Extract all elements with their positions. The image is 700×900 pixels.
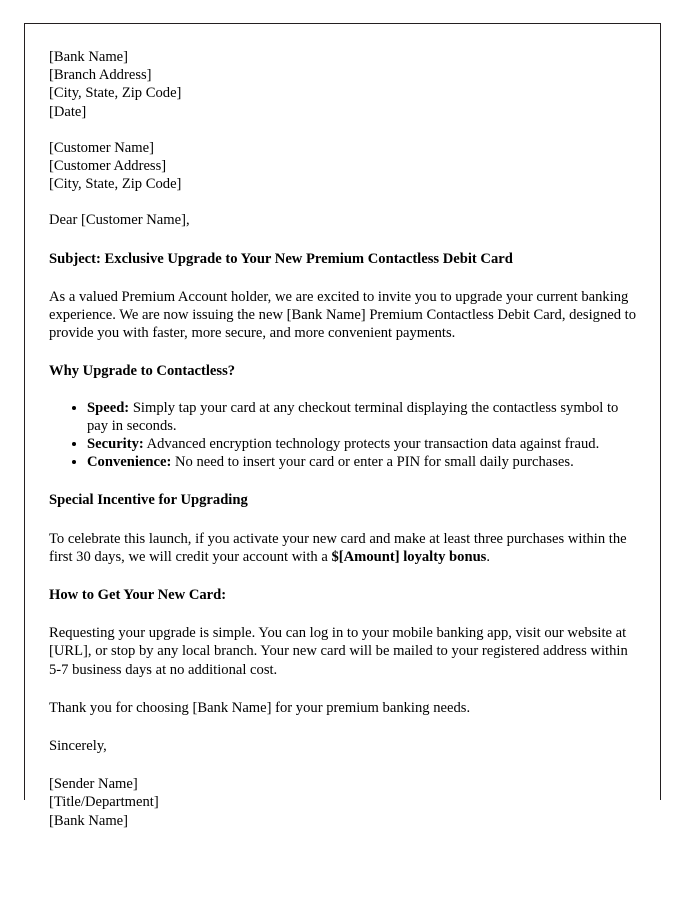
incentive-text-before: To celebrate this launch, if you activate your new card and make at least three purchases within the first 30 days, we will credit your account with a: [49, 530, 627, 565]
sender-address-line: [City, State, Zip Code]: [49, 85, 182, 102]
list-item: [87, 435, 639, 453]
intro-paragraph: As a valued Premium Account holder, we are excited to invite you to upgrade your current banking experience. We are now issuing the new [Bank Name] Premium Contactless Debit Card, designed to provide you with faster, more secure, and more convenient payments.: [49, 288, 637, 342]
list-item: [87, 399, 639, 435]
sender-address-line: [Date]: [49, 103, 87, 120]
spacer: [49, 510, 639, 530]
spacer: [49, 566, 639, 586]
sender-address-line: [Branch Address]: [49, 67, 152, 84]
list-item: [87, 453, 639, 471]
spacer: [49, 679, 639, 699]
sender-address-block: [49, 48, 639, 121]
spacer: [49, 381, 639, 399]
signature-block: [49, 775, 639, 830]
benefits-list: [49, 399, 639, 472]
salutation: Dear [Customer Name],: [49, 212, 190, 229]
recipient-address-line: [Customer Address]: [49, 158, 167, 175]
incentive-bold-amount: $[Amount] loyalty bonus: [331, 548, 487, 565]
closing-valediction: Sincerely,: [49, 738, 107, 755]
signature-line: [Bank Name]: [49, 812, 129, 829]
signature-line: [Title/Department]: [49, 794, 159, 811]
benefits-heading: Why Upgrade to Contactless?: [49, 363, 236, 380]
recipient-address-line: [City, State, Zip Code]: [49, 176, 182, 193]
signature-line: [Sender Name]: [49, 776, 138, 793]
spacer: [49, 717, 639, 737]
letter-page: [24, 23, 661, 829]
recipient-address-block: [49, 139, 639, 194]
incentive-heading: Special Incentive for Upgrading: [49, 492, 248, 509]
letter-body: [49, 48, 639, 830]
spacer: [49, 342, 639, 362]
benefit-text: Simply tap your card at any checkout terminal displaying the contactless symbol to pay in seconds.: [87, 399, 619, 434]
spacer: [49, 755, 639, 775]
spacer: [49, 471, 639, 491]
recipient-address-line: [Customer Name]: [49, 139, 154, 156]
benefit-text: No need to insert your card or enter a PIN for small daily purchases.: [171, 454, 574, 471]
benefit-text: Advanced encryption technology protects your transaction data against fraud.: [143, 436, 600, 453]
how-to-paragraph: Requesting your upgrade is simple. You can log in to your mobile banking app, visit our website at [URL], or stop by any local branch. Your new card will be mailed to your registered address within 5-7 business days at no additional cost.: [49, 625, 628, 678]
benefit-label: Speed:: [87, 399, 130, 416]
spacer: [49, 268, 639, 288]
incentive-text-after: .: [486, 548, 491, 565]
incentive-paragraph: [49, 530, 639, 566]
benefit-label: Convenience:: [87, 454, 172, 471]
benefit-label: Security:: [87, 436, 144, 453]
subject-line: Subject: Exclusive Upgrade to Your New Premium Contactless Debit Card: [49, 250, 513, 267]
closing-thanks: Thank you for choosing [Bank Name] for your premium banking needs.: [49, 699, 471, 716]
how-to-heading: How to Get Your New Card:: [49, 587, 227, 604]
spacer: [49, 230, 639, 250]
spacer: [49, 604, 639, 624]
sender-address-line: [Bank Name]: [49, 49, 129, 65]
